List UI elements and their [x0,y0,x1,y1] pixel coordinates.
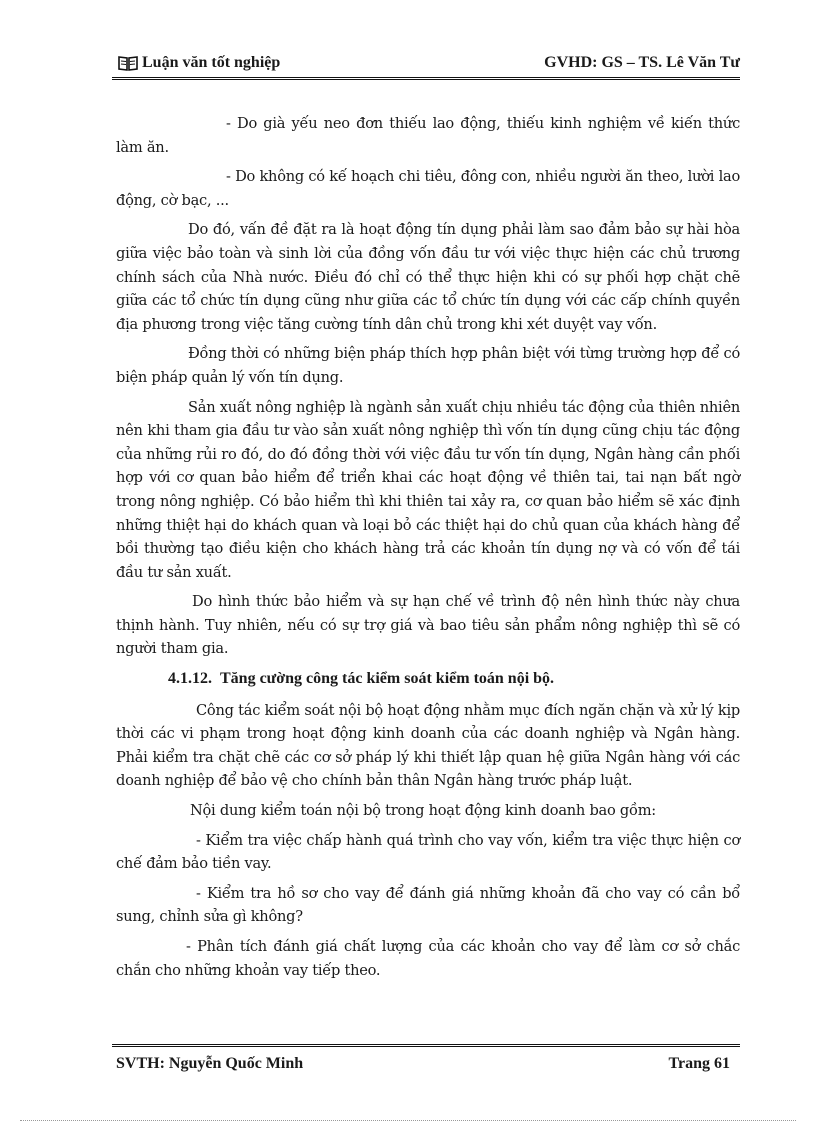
header-advisor: GVHD: GS – TS. Lê Văn Tư [544,54,740,71]
section-number: 4.1.12. [168,670,212,688]
list-item: - Phân tích đánh giá chất lượng của các khoản cho vay để làm cơ sở chắc chắn cho những khoản vay tiếp theo. [116,938,740,979]
header-divider [112,77,740,80]
page-body [116,112,740,988]
paragraph: Do hình thức bảo hiểm và sự hạn chế về trình độ nên hình thức này chưa thịnh hành. Tuy nhiên, nếu có sự trợ giá và bao tiêu sản phẩm nông nghiệp thì sẽ có người tham gia. [116,593,740,658]
paragraph: - Do già yếu neo đơn thiếu lao động, thiếu kinh nghiệm về kiến thức làm ăn. [116,115,740,156]
paragraph: Đồng thời có những biện pháp thích hợp phân biệt với từng trường hợp để có biện pháp quản lý vốn tín dụng. [116,345,740,386]
footer-divider [112,1044,740,1047]
paragraph: Công tác kiểm soát nội bộ hoạt động nhằm mục đích ngăn chặn và xử lý kịp thời các vi phạm trong hoạt động kinh doanh của các doanh nghiệp và Ngân hàng. Phải kiểm tra chặt chẽ các cơ sở pháp lý khi thiết lập quan hệ giữa Ngân hàng với các doanh nghiệp để bảo vệ cho chính bản thân Ngân hàng trước pháp luật. [116,701,740,790]
footer-author: SVTH: Nguyễn Quốc Minh [116,1055,304,1072]
page-footer [116,1055,730,1073]
section-heading [168,667,740,691]
page-edge-dotted-line [20,1120,796,1121]
page-header [118,50,740,72]
list-item: - Kiểm tra hồ sơ cho vay để đánh giá những khoản đã cho vay có cần bổ sung, chỉnh sửa gì không? [116,884,740,926]
header-document-title: Luận văn tốt nghiệp [142,54,281,71]
paragraph: Do đó, vấn đề đặt ra là hoạt động tín dụng phải làm sao đảm bảo sự hài hòa giữa việc bảo toàn và sinh lời của đồng vốn đầu tư với việc thực hiện các chủ trương chính sách của Nhà nước. Điều đó chỉ có thể thực hiện khi có sự phối hợp chặt chẽ giữa các tổ chức tín dụng cũng như giữa các tổ chức tín dụng với các cấp chính quyền địa phương trong việc tăng cường tính dân chủ trong khi xét duyệt vay vốn. [116,221,740,333]
header-left [118,54,280,72]
paragraph: Sản xuất nông nghiệp là ngành sản xuất chịu nhiều tác động của thiên nhiên nên khi tham gia đầu tư vào sản xuất nông nghiệp thì vốn tín dụng cũng chịu tác động của những rủi ro đó, do đó đồng thời với việc đầu tư vốn tín dụng, Ngân hàng cần phối hợp với cơ quan bảo hiểm để triển khai các hoạt động về thiên tai, tai nạn bất ngờ trong nông nghiệp. Có bảo hiểm thì khi thiên tai xảy ra, cơ quan bảo hiểm sẽ xác định những thiệt hại do khách quan và loại bỏ các thiệt hại do chủ quan của khách hàng để bồi thường tạo điều kiện cho khách hàng trả các khoản tín dụng nợ và có vốn để tái đầu tư sản xuất. [116,398,740,581]
list-item: - Kiểm tra việc chấp hành quá trình cho vay vốn, kiểm tra việc thực hiện cơ chế đảm bảo tiền vay. [116,831,740,873]
page-number: Trang 61 [668,1055,730,1072]
paragraph: Nội dung kiểm toán nội bộ trong hoạt động kinh doanh bao gồm: [190,802,656,820]
open-book-icon [118,55,138,71]
paragraph: - Do không có kế hoạch chi tiêu, đông con, nhiều người ăn theo, lười lao động, cờ bạc, ... [116,168,740,209]
section-title: Tăng cường công tác kiểm soát kiểm toán nội bộ. [220,670,555,688]
